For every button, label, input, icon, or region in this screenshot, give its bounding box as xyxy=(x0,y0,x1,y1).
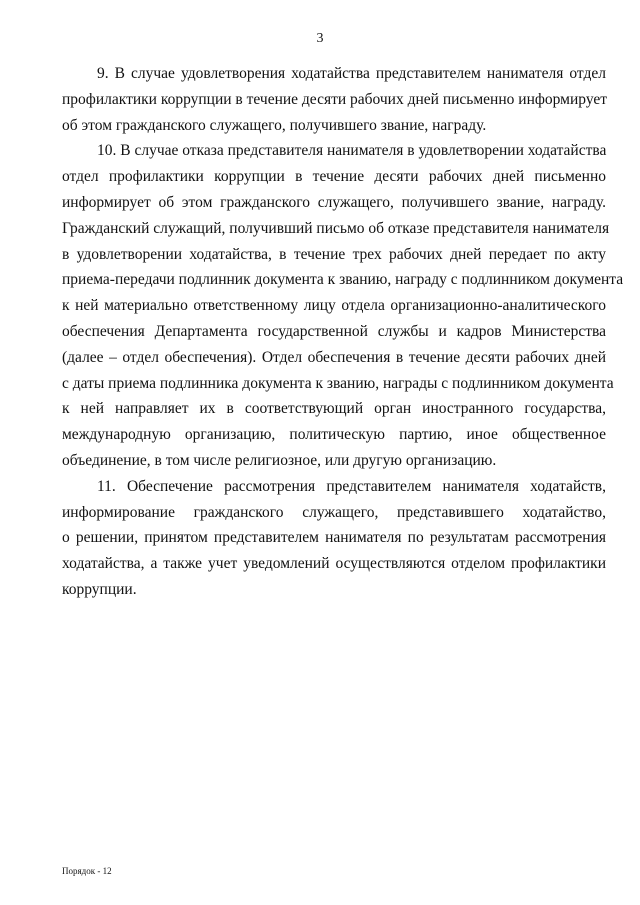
paragraph-11 xyxy=(62,474,606,603)
paragraph-line: 9. В случае удовлетворения ходатайства представителем нанимателя отдел xyxy=(97,65,606,82)
document-body xyxy=(62,61,624,603)
paragraph-line: 10. В случае отказа представителя нанимателя в удовлетворении ходатайства xyxy=(97,142,607,160)
paragraph-line: обеспечения Департамента государственной службы и кадров Министерства xyxy=(62,322,606,340)
paragraph-line: к ней материально ответственному лицу отдела организационно-аналитического xyxy=(62,297,606,315)
footer-label: Порядок - 12 xyxy=(62,866,112,876)
paragraph-line: об этом гражданского служащего, получившего звание, награду. xyxy=(62,116,487,134)
paragraph-line: коррупции. xyxy=(62,580,137,598)
paragraph-line: международную организацию, политическую партию, иное общественное xyxy=(62,426,606,444)
paragraph-line: (далее – отдел обеспечения). Отдел обеспечения в течение десяти рабочих дней xyxy=(62,348,606,366)
paragraph-line: с даты приема подлинника документа к званию, награды с подлинником документа xyxy=(62,374,614,392)
paragraph-line: приема-передачи подлинник документа к званию, награду с подлинником документа xyxy=(62,271,624,289)
paragraph-line: Гражданский служащий, получивший письмо об отказе представителя нанимателя xyxy=(62,219,610,237)
paragraph-line: профилактики коррупции в течение десяти рабочих дней письменно информирует xyxy=(62,90,608,108)
paragraph-line: ходатайства, а также учет уведомлений осуществляются отделом профилактики xyxy=(62,555,606,573)
paragraph-line: информирует об этом гражданского служащего, получившего звание, награду. xyxy=(62,193,606,211)
paragraph-line: информирование гражданского служащего, представившего ходатайство, xyxy=(62,503,606,521)
paragraph-line: о решении, принятом представителем нанимателя по результатам рассмотрения xyxy=(62,529,606,547)
paragraph-10 xyxy=(62,138,624,473)
paragraph-line: в удовлетворении ходатайства, в течение трех рабочих дней передает по акту xyxy=(62,245,606,263)
paragraph-line: отдел профилактики коррупции в течение десяти рабочих дней письменно xyxy=(62,168,606,186)
page-number: 3 xyxy=(316,31,324,46)
paragraph-line: объединение, в том числе религиозное, или другую организацию. xyxy=(62,451,497,469)
paragraph-9 xyxy=(62,61,606,138)
paragraph-line: 11. Обеспечение рассмотрения представителем нанимателя ходатайств, xyxy=(97,477,606,495)
paragraph-line: к ней направляет их в соответствующий орган иностранного государства, xyxy=(62,400,606,418)
